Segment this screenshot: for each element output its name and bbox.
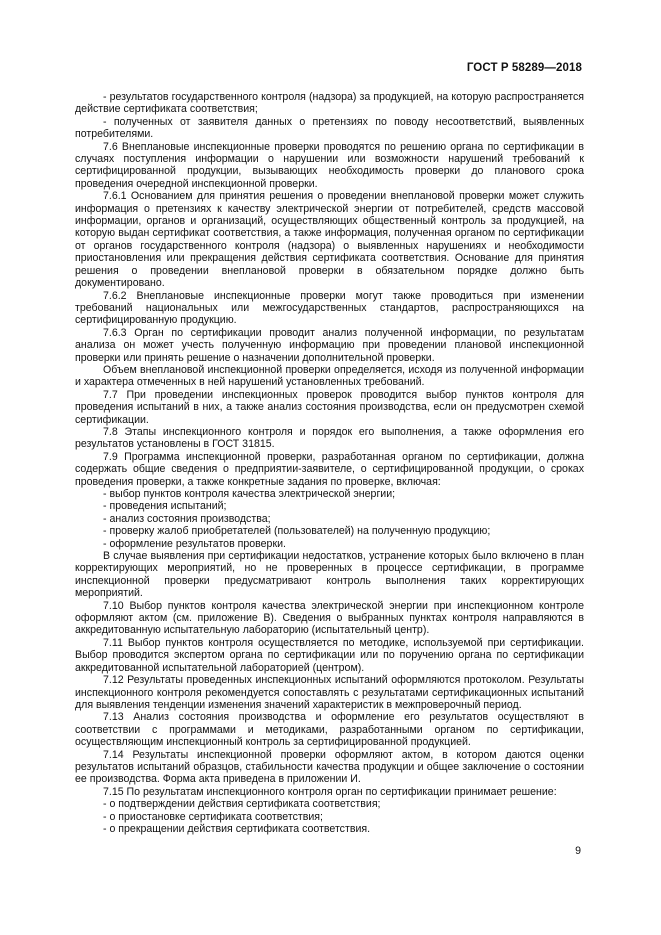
paragraph: 7.11 Выбор пунктов контроля осуществляется по методике, используемой при сертификации. Выбор проводится экспертом органа по сертификации или по поручению органа по сертификации аккредитованной испытательной лабораторией (центром). bbox=[75, 636, 584, 674]
page-number: 9 bbox=[575, 845, 581, 857]
paragraph: 7.9 Программа инспекционной проверки, разработанная органом по сертификации, должна содержать общие сведения о предприятии-заявителе, о сертифицированной продукции, о сроках проведения проверки, а также конкретные задания по проверке, включая: bbox=[75, 450, 584, 488]
paragraph: 7.7 При проведении инспекционных проверок проводится выбор пунктов контроля для проведения испытаний в них, а также анализ состояния производства, если он предусмотрен схемой сертификации. bbox=[75, 388, 584, 426]
paragraph: 7.10 Выбор пунктов контроля качества электрической энергии при инспекционном контроле оформляют актом (см. приложение В). Сведения о выбранных пунктах контроля направляются в аккредитованную испытательную лабораторию (испытательный центр). bbox=[75, 599, 584, 637]
paragraph: Объем внеплановой инспекционной проверки определяется, исходя из полученной информации и характера отмеченных в ней нарушений установленных требований. bbox=[75, 363, 584, 389]
list-item: - о прекращении действия сертификата соответствия. bbox=[103, 822, 371, 835]
standard-code-header: ГОСТ Р 58289—2018 bbox=[466, 62, 582, 74]
paragraph: 7.6 Внеплановые инспекционные проверки проводятся по решению органа по сертификации в случаях поступления информации о нарушении или возможности нарушений требований к сертифицированной продукции, вызывающих необходимость проверки до планового срока проведения очередной инспекционной проверки. bbox=[75, 140, 584, 190]
list-item: - о подтверждении действия сертификата соответствия; bbox=[103, 798, 381, 811]
paragraph: 7.12 Результаты проведенных инспекционных испытаний оформляются протоколом. Результаты инспекционного контроля рекомендуется сопоставлять с результатами сертификационных испытаний для выявления тенденции изменения значений характеристик в межпроверочный период. bbox=[75, 674, 584, 711]
paragraph: 7.15 По результатам инспекционного контроля орган по сертификации принимает решение: bbox=[103, 785, 557, 798]
paragraph: 7.13 Анализ состояния производства и оформление его результатов осуществляют в соответствии с программами и методиками, разработанными органом по сертификации, осуществляющим инспекционный контроль за сертифицированной продукцией. bbox=[75, 711, 584, 749]
paragraph: 7.14 Результаты инспекционной проверки оформляют актом, в котором даются оценки результатов испытаний образцов, стабильности качества продукции и общее заключение о состоянии ее производства. Форма акта приведена в приложении И. bbox=[75, 748, 584, 786]
document-body bbox=[75, 91, 584, 835]
list-item: - о приостановке сертификата соответствия; bbox=[103, 810, 323, 823]
paragraph: 7.6.3 Орган по сертификации проводит анализ полученной информации, по результатам анализа он может учесть полученную информацию при проведении плановой инспекционной проверки или принять решение о назначении дополнительной проверки. bbox=[75, 326, 584, 364]
list-item: - полученных от заявителя данных о претензиях по поводу несоответствий, выявленных потребителями. bbox=[75, 115, 584, 141]
paragraph: 7.8 Этапы инспекционного контроля и порядок его выполнения, а также оформления его результатов установлены в ГОСТ 31815. bbox=[75, 425, 584, 451]
list-item: - проведения испытаний; bbox=[103, 500, 227, 513]
paragraph: 7.6.1 Основанием для принятия решения о проведении внеплановой проверки может служить информация о претензиях к качеству электрической энергии от потребителей, средств массовой информации, органов и организаций, осуществляющих общественный контроль за продукцией, на которую выдан сертификат соответствия, а также информация, полученная органом по сертификации от органов государственного контроля (надзора) о выявленных нарушениях и необходимости приостановления или прекращения действия сертификата соответствия. Основание для принятия решения о проведении внеплановой проверки в обязательном порядке должно быть документировано. bbox=[75, 190, 584, 290]
paragraph: 7.6.2 Внеплановые инспекционные проверки могут также проводиться при изменении требований национальных или межгосударственных стандартов, распространяющихся на сертифицированную продукцию. bbox=[75, 289, 584, 327]
list-item: - результатов государственного контроля (надзора) за продукцией, на которую распространяется действие сертификата соответствия; bbox=[75, 91, 584, 116]
list-item: - проверку жалоб приобретателей (пользователей) на полученную продукцию; bbox=[103, 525, 491, 538]
list-item: - выбор пунктов контроля качества электрической энергии; bbox=[103, 488, 396, 500]
paragraph: В случае выявления при сертификации недостатков, устранение которых было включено в план корректирующих мероприятий, но не проверенных в процессе сертификации, в программе инспекционной проверки предусматривают контроль выполнения таких корректирующих мероприятий. bbox=[75, 550, 584, 600]
list-item: - оформление результатов проверки. bbox=[103, 537, 286, 550]
list-item: - анализ состояния производства; bbox=[103, 512, 271, 525]
